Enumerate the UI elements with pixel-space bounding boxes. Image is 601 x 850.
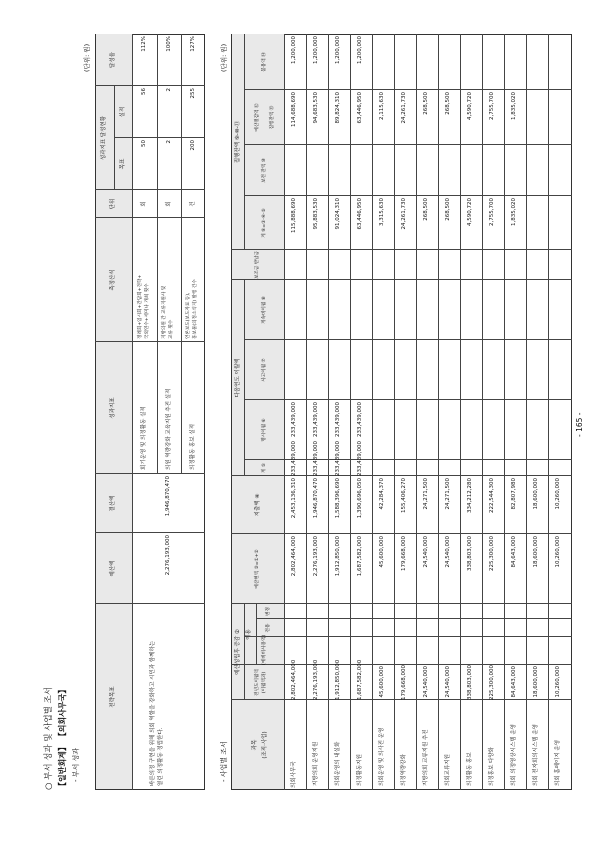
header-indicator: 성과지표 [110,397,116,419]
row-3-u1: 91,024,310 [335,198,341,230]
target-1: 50 [141,140,147,147]
row-9-u4: 4,590,720 [467,92,473,120]
row-13-spent: 10,260,000 [555,478,561,510]
row-2-c2: 233,439,000 [313,402,319,437]
row-4-u4: 63,446,950 [357,92,363,124]
row-13-budget: 10,260,000 [555,666,561,698]
total-settled: 1,946,870,470 [165,476,171,517]
row-divider [372,34,373,790]
row-9-spent: 334,212,280 [467,478,473,513]
row-divider [504,34,505,790]
row-9-name: 의정활동 홍보 [467,752,473,786]
actual-1: 56 [141,88,147,95]
section-label-project-report: - 사업별 조서 [220,741,228,782]
row-divider [350,34,351,790]
actual-2: 2 [166,88,172,92]
total-budget: 2,276,193,000 [165,535,171,576]
row-8-u4: 268,500 [445,92,451,115]
row-8-name: 의회교류지원 [445,754,451,786]
header-rate: 달성율 [110,52,116,68]
row-divider [482,34,483,790]
header-unspent: 집행잔액 ⑨-⑩-⑪ [235,120,241,164]
row-2-b3: 2,276,193,000 [313,536,319,577]
row-10-spent: 222,544,300 [489,478,495,513]
row-divider [306,34,307,790]
row-7-u1: 268,500 [423,198,429,221]
unit-3: 건 [190,201,196,207]
row-2-budget: 2,276,193,000 [313,659,319,700]
header-actual: 실적 [120,106,126,118]
row-3-u5: 1,200,000 [335,36,341,64]
row-11-b3: 84,643,000 [511,536,517,568]
header-budget-save: 예산절감액 ⑫ [255,103,260,132]
row-2-name: 지방의회 운영지원 [313,741,319,786]
page-number: - 165 - [575,412,584,437]
method-2-line-2: 교류 횟수 [169,319,174,339]
row-10-b3: 225,300,000 [489,536,495,571]
row-2-u5: 1,200,000 [313,36,319,64]
row-3-u4: 89,824,310 [335,92,341,124]
method-1-line-1: 정례회+임시회+간담회+견학+ [138,274,143,339]
goal-text-line-1: 바른의정 구현을 위해 의회 역할을 강화하고 시민과 함께하는 [150,640,156,786]
header-unspent-total: 계 ⑨=③-④-⑤ [262,208,267,238]
unit-note-1: (단위: 원) [83,43,91,72]
row-2-c1: 233,439,000 [313,441,319,476]
accounting-unit-label: 【일반회계】 【의회사무국】 [58,685,67,790]
row-2-u4: 94,683,530 [313,92,319,124]
indicator-2: 의원 역량강화 교육지원 추진 실적 [166,388,172,470]
row-1-b3: 2,802,464,000 [291,536,297,577]
header-status: 성과지표 달성현황 [101,115,107,161]
target-3: 200 [190,140,196,151]
row-11-budget: 84,643,000 [511,666,517,698]
target-2: 2 [166,140,172,144]
unit-note-2: (단위: 원) [220,43,228,72]
header-reserve: 불용액 ⑭ [262,52,267,72]
row-4-c2: 233,439,000 [357,402,363,437]
rate-2: 100% [166,36,172,52]
header-budget: 예산액 [110,560,116,577]
row-6-budget: 179,668,000 [401,665,407,700]
header-exec-remaining: 집행잔액 ⑬ [270,105,275,130]
row-8-spent: 24,271,500 [445,478,451,510]
indicator-3: 의정활동 홍보 실적 [190,423,196,470]
row-1-c1: 233,439,000 [291,441,297,476]
row-4-c1: 233,439,000 [357,441,363,476]
row-5-spent: 42,284,370 [379,478,385,510]
row-12-b3: 18,600,000 [533,536,539,568]
row-6-name: 의정역량강화 [401,754,407,786]
row-5-u4: 2,115,630 [379,92,385,120]
page-heading: ○ 부서 성과 및 사업별 조서 [44,686,54,790]
header-method: 측정산식 [110,269,116,291]
row-10-name: 의정홍보 다양화 [489,747,495,786]
header-transfer-sub: (예비비사용액) [262,634,267,665]
row-4-spent: 1,390,696,050 [357,478,363,519]
row-3-name: 의회운영의 내실화 [335,741,341,786]
row-4-budget: 1,687,582,000 [357,659,363,700]
row-11-u4: 1,835,020 [511,92,517,120]
row-4-u5: 1,200,000 [357,36,363,64]
header-budget-total: 예산현액 ③=①+② [255,549,260,589]
row-10-u1: 2,755,700 [489,198,495,226]
method-1-line-2: 국외연수+세미나 개최 횟수 [145,283,150,339]
row-1-name: 의회사무국 [291,761,297,788]
row-5-b3: 45,600,000 [379,536,385,568]
row-10-budget: 225,300,000 [489,665,495,700]
header-prev-carry: 전년도이월액 [255,669,260,696]
row-10-u4: 2,755,700 [489,92,495,120]
header-carry-accident: 사고이월 ⑦ [262,358,267,382]
actual-3: 255 [190,88,196,99]
header-surplus: 보전 잔액 ⑩ [262,158,267,183]
row-6-u4: 24,261,730 [401,92,407,124]
row-4-name: 의정활동지원 [357,754,363,786]
row-7-b3: 24,540,000 [423,536,429,568]
row-8-u1: 268,500 [445,198,451,221]
header-carry-next: 명시이월 ⑥ [262,418,267,442]
row-5-budget: 45,600,000 [379,666,385,698]
row-12-budget: 18,600,000 [533,666,539,698]
row-11-spent: 82,807,980 [511,478,517,510]
row-11-name: 의회 의정영상시스템 운영 [511,724,517,786]
header-carry-total: 계 ⑤ [262,462,267,474]
row-12-spent: 18,600,000 [533,478,539,510]
row-11-u1: 1,835,020 [511,198,517,226]
header-unit: 단위 [110,198,116,210]
header-carry-continued: 계속비이월 ⑧ [262,296,267,324]
header-target: 목표 [120,158,126,170]
row-2-u1: 95,883,530 [313,198,319,230]
row-7-budget: 24,540,000 [423,666,429,698]
header-strategic-goal: 전략목표 [110,686,116,708]
row-4-u1: 63,446,950 [357,198,363,230]
row-6-u1: 24,261,730 [401,198,407,230]
row-6-spent: 155,406,270 [401,478,407,513]
row-3-spent: 1,588,396,690 [335,478,341,519]
row-1-budget: 2,802,464,000 [291,659,297,700]
header-program-sub: (조직·사업) [262,731,268,759]
header-settled: 결산액 [110,495,116,512]
row-3-c2: 233,439,000 [335,402,341,437]
row-8-b3: 24,540,000 [445,536,451,568]
row-divider [328,34,329,790]
goal-text-line-2: 열린 의정활동 정립한다. [158,727,164,786]
method-2-line-1: 지방의원 간 교류지원사 및 [162,285,167,339]
indicator-1: 회기운영 및 의정활동 실적 [141,406,147,470]
row-2-spent: 1,946,870,470 [313,478,319,519]
row-8-budget: 24,540,000 [445,666,451,698]
row-9-b3: 338,803,000 [467,536,473,571]
header-spent: 지출액 ④ [255,493,261,517]
method-3-line-2: 홍보물(의정소식지) 발행 건수 [193,279,198,339]
header-change: 변경 [266,607,271,616]
header-carry: 다음연도 이월액 [235,358,241,398]
row-1-u4: 114,688,690 [291,92,297,127]
row-1-spent: 2,453,136,310 [291,478,297,519]
row-7-u4: 268,500 [423,92,429,115]
row-3-budget: 1,912,850,000 [335,659,341,700]
row-divider [526,34,527,790]
row-9-u1: 4,590,720 [467,198,473,226]
row-1-u5: 1,200,000 [291,36,297,64]
row-13-name: 의회 홈페이지 운영 [555,739,561,786]
row-6-b3: 179,668,000 [401,536,407,571]
row-3-b3: 1,912,850,000 [335,536,341,577]
row-3-c1: 233,439,000 [335,441,341,476]
row-9-budget: 338,803,000 [467,665,473,700]
row-7-name: 지방의회 교류지원 추진 [423,729,429,786]
unit-2: 회 [166,201,172,207]
rate-1: 112% [141,36,147,52]
header-budget-change: 예산성립후 증감 ② [235,629,241,675]
row-1-c2: 233,439,000 [291,402,297,437]
header-prev-carry-sub: (이월액과) [262,671,267,694]
header-subsidy-return: 보조금 반납금 [255,250,260,280]
row-12-name: 의회 전자회의시스템 운영 [533,724,539,786]
row-7-spent: 24,271,500 [423,478,429,510]
row-divider [394,34,395,790]
row-divider [460,34,461,790]
header-transfer: 이용 [246,629,252,640]
row-5-u1: 3,315,630 [379,198,385,226]
method-3-line-1: 언론보도(보도자료 등), [186,292,191,339]
row-4-b3: 1,687,582,000 [357,536,363,577]
row-divider [438,34,439,790]
unit-1: 회 [141,201,147,207]
row-1-u1: 115,888,690 [291,198,297,233]
row-divider [416,34,417,790]
row-5-name: 의회운영 및 의사진 운영 [379,727,385,786]
header-use: 전용 [266,623,271,633]
header-program: 과목 [252,739,258,751]
row-13-b3: 10,260,000 [555,536,561,568]
section-label-dept-performance: - 부서 성과 [72,747,80,782]
row-divider [548,34,549,790]
rate-3: 127% [190,36,196,52]
